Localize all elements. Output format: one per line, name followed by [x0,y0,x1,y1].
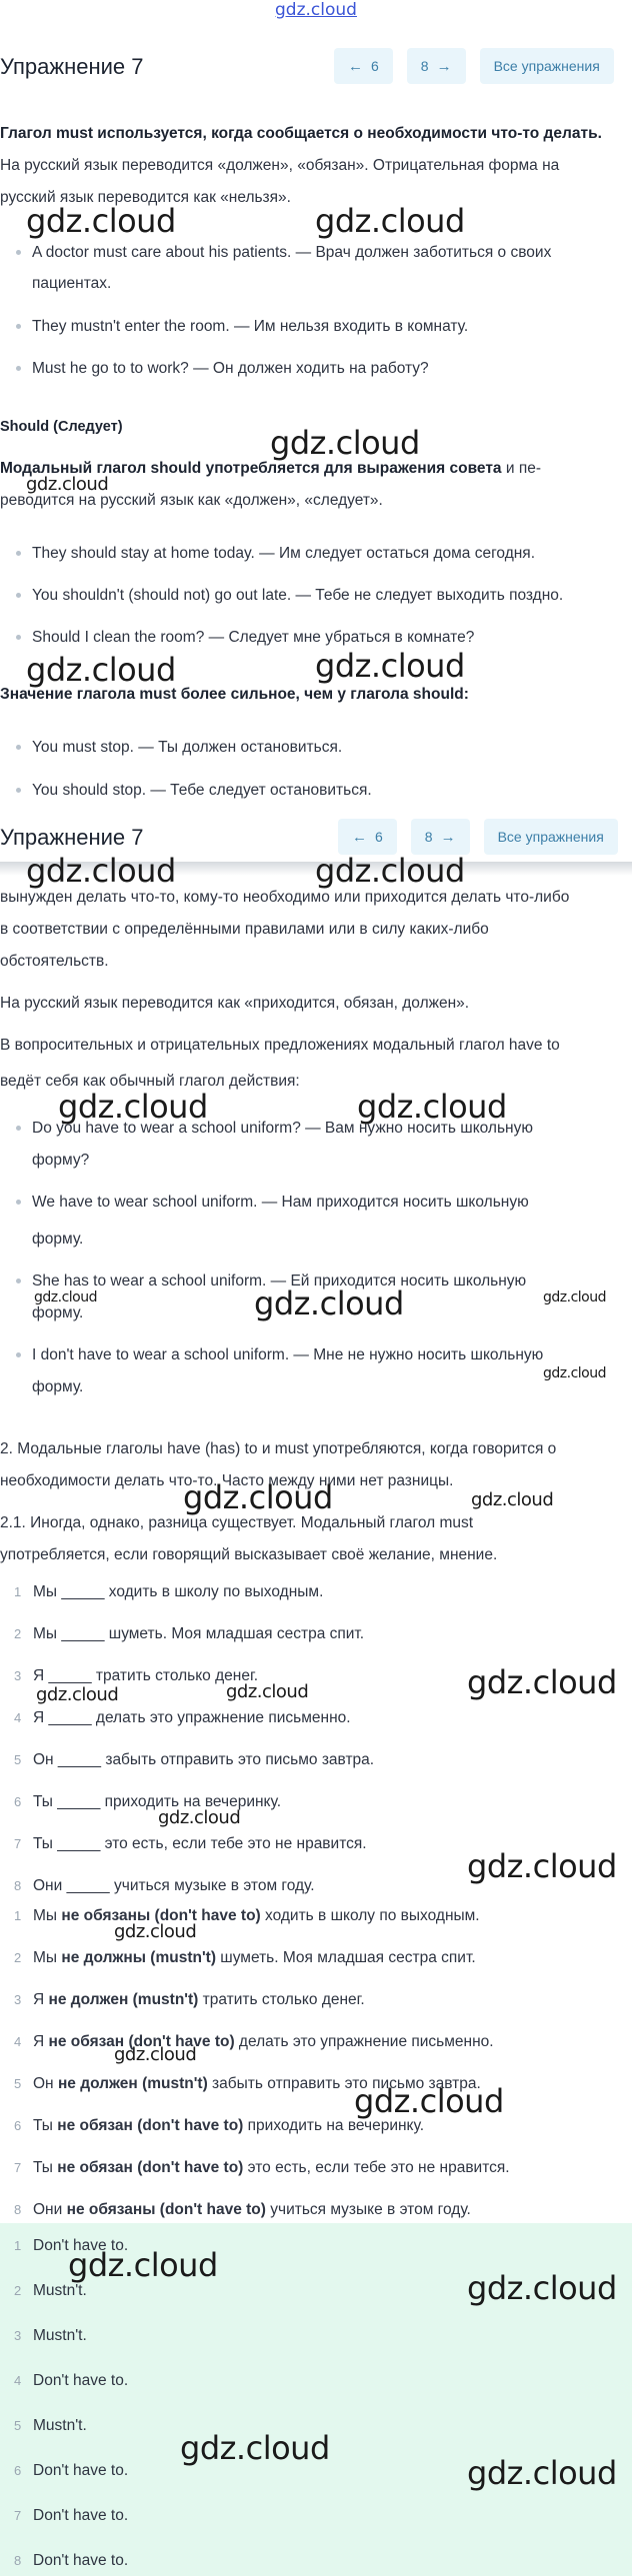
arrow-right-icon: → [436,57,452,75]
arrow-right-icon: → [440,828,456,846]
list-item: пациентах. [32,275,112,292]
filled-post: это есть, если тебе это не нравится. [243,2159,510,2176]
filled-pre: Я [33,2033,49,2050]
watermark: gdz.cloud [467,1663,617,1701]
filled-post: учиться музыке в этом году. [265,2201,471,2218]
answer-item: Mustn't. [33,2417,87,2434]
watermark: gdz.cloud [270,424,420,462]
watermark: gdz.cloud [114,1921,197,1942]
list-item: Do you have to wear a school uniform? — Вам нужно носить школьную [32,1120,533,1137]
answer-item: Mustn't. [33,2282,87,2299]
bullet [16,593,21,598]
filled-item [33,2199,471,2221]
have-to-text: в соответствии с определёнными правилами или в силу каких-либо [0,921,489,938]
watermark: gdz.cloud [467,1847,617,1885]
bullet [16,745,21,750]
list-item: You shouldn't (should not) go out late. — Тебе не следует выходить поздно. [32,587,564,604]
have-to-text: ведёт себя как обычный глагол действия: [0,1073,300,1090]
task-item: Мы _____ шуметь. Моя младшая сестра спит. [33,1625,365,1642]
prev-exercise-button[interactable] [338,819,397,855]
task-item: Он _____ забыть отправить это письмо завтра. [33,1751,375,1768]
watermark: gdz.cloud [315,852,465,890]
watermark: gdz.cloud [36,1684,119,1705]
list-item: A doctor must care about his patients. — Врач должен заботиться о своих [32,244,552,261]
filled-post: ходить в школу по выходным. [260,1907,480,1924]
list-item: форму. [32,1231,84,1248]
bullet [16,1352,21,1357]
filled-answer: не обязаны (don't have to) [61,1907,261,1924]
bullet [16,1126,21,1131]
watermark: gdz.cloud [467,2454,617,2492]
task-item: Я _____ тратить столько денег. [33,1667,259,1684]
filled-item [33,1905,480,1927]
should-text-bold: Модальный глагол should употребляется для выражения совета [0,460,502,477]
item-number: 7 [14,1836,22,1851]
must-heading: Глагол must используется, когда сообщается о необходимости что-то делать. [0,125,602,142]
watermark: gdz.cloud [354,2082,504,2120]
item-number: 3 [14,1668,22,1683]
list-item: форму. [32,1304,84,1321]
answer-item: Don't have to. [33,2552,129,2569]
bullet [16,1279,21,1284]
should-text: реводится на русский язык как «должен», «следует». [0,492,383,509]
have-to-text: употребляется, если говорящий высказывает своё желание, мнение. [0,1546,498,1563]
must-text: русский язык переводится как «нельзя». [0,189,291,206]
filled-item [33,1947,476,1969]
watermark: gdz.cloud [471,1489,554,1510]
filled-pre: Ты [33,2117,58,2134]
item-number: 6 [14,2118,22,2133]
watermark: gdz.cloud [183,1478,333,1516]
watermark: gdz.cloud [315,647,465,685]
item-number: 6 [14,1794,22,1809]
exercise-title: Упражнение 7 [0,54,144,79]
all-exercises-button[interactable]: Все упражнения [484,819,618,855]
filled-pre: Он [33,2075,58,2092]
item-number: 4 [14,2373,22,2388]
exercise-title: Упражнение 7 [0,825,144,850]
filled-answer: не должны (mustn't) [61,1949,216,1966]
filled-post: шуметь. Моя младшая сестра спит. [215,1949,476,1966]
bullet [16,788,21,793]
answer-item: Don't have to. [33,2372,129,2389]
next-exercise-label: 8 [420,58,429,74]
watermark: gdz.cloud [315,202,465,240]
bullet [16,250,21,255]
list-item: форму. [32,1378,84,1395]
answer-item: Don't have to. [33,2237,129,2254]
watermark: gdz.cloud [34,1289,97,1305]
filled-answer: не должен (mustn't) [48,1991,199,2008]
filled-answer: не обязан (don't have to) [57,2117,244,2134]
list-item: We have to wear school uniform. — Нам приходится носить школьную [32,1194,529,1211]
should-title: Should (Следует) [0,419,123,435]
item-number: 3 [14,1992,22,2007]
item-number: 5 [14,2418,22,2433]
item-number: 7 [14,2508,22,2523]
item-number: 2 [14,1626,22,1641]
next-exercise-button[interactable] [411,819,470,855]
watermark: gdz.cloud [26,202,176,240]
item-number: 4 [14,1710,22,1725]
should-text-rest: и пе- [501,460,541,477]
arrow-left-icon: ← [348,57,363,75]
list-item: Should I clean the room? — Следует мне убраться в комнате? [32,629,475,646]
watermark: gdz.cloud [26,474,109,495]
watermark: gdz.cloud [58,1088,208,1126]
filled-item [33,1989,365,2011]
task-item: Они _____ учиться музыке в этом году. [33,1877,315,1894]
watermark: gdz.cloud [357,1088,507,1126]
filled-item [33,2157,510,2179]
must-text: На русский язык переводится «должен», «обязан». Отрицательная форма на [0,157,560,174]
prev-exercise-label: 6 [371,58,379,74]
next-exercise-button[interactable] [407,48,466,84]
watermark: gdz.cloud [26,651,176,689]
bullet [16,366,21,371]
have-to-text: необходимости делать что-то. Часто между ними нет разницы. [0,1472,454,1489]
list-item: They mustn't enter the room. — Им нельзя входить в комнату. [32,318,469,335]
item-number: 7 [14,2160,22,2175]
watermark: gdz.cloud [158,1807,241,1828]
filled-post: делать это упражнение письменно. [234,2033,494,2050]
filled-pre: Я [33,1991,49,2008]
watermark: gdz.cloud [467,2269,617,2307]
task-item: Мы _____ ходить в школу по выходным. [33,1583,324,1600]
list-item: She has to wear a school uniform. — Ей приходится носить школьную [32,1273,527,1289]
task-item: Ты _____ это есть, если тебе это не нравится. [33,1835,367,1852]
bullet [16,635,21,640]
site-logo[interactable]: gdz.cloud [275,0,357,20]
prev-exercise-button[interactable] [334,48,393,84]
filled-item [33,2031,494,2053]
have-to-text: вынужден делать что-то, кому-то необходимо или приходится делать что-либо [0,889,570,906]
task-item: Я _____ делать это упражнение письменно. [33,1709,351,1726]
answer-item: Don't have to. [33,2462,129,2479]
arrow-left-icon: ← [352,828,367,846]
filled-answer: не обязаны (don't have to) [66,2201,266,2218]
all-exercises-button[interactable]: Все упражнения [480,48,614,84]
have-to-text: В вопросительных и отрицательных предложениях модальный глагол have to [0,1037,560,1054]
have-to-text: 2. Модальные глаголы have (has) to и must употребляются, когда говорится о [0,1440,557,1457]
watermark: gdz.cloud [114,2044,197,2065]
item-number: 2 [14,1950,22,1965]
watermark: gdz.cloud [543,1289,606,1305]
exercise-nav [338,819,618,855]
filled-post: приходить на вечеринку. [243,2117,425,2134]
have-to-text: обстоятельств. [0,953,109,970]
item-number: 4 [14,2034,22,2049]
answer-item: Mustn't. [33,2327,87,2344]
filled-post: забыть отправить это письмо завтра. [207,2075,481,2092]
answer-item: Don't have to. [33,2507,129,2524]
watermark: gdz.cloud [254,1285,404,1322]
item-number: 3 [14,2328,22,2343]
filled-pre: Мы [33,1907,62,1924]
task-item: Ты _____ приходить на вечеринку. [33,1793,281,1810]
filled-answer: не обязан (don't have to) [48,2033,235,2050]
item-number: 5 [14,1752,22,1767]
watermark: gdz.cloud [543,1365,606,1381]
item-number: 1 [14,2238,22,2253]
bullet [16,1200,21,1205]
item-number: 8 [14,2202,22,2217]
item-number: 8 [14,1878,22,1893]
filled-pre: Ты [33,2159,58,2176]
list-item: You should stop. — Тебе следует остановиться. [32,782,372,799]
filled-pre: Они [33,2201,67,2218]
have-to-text: 2.1. Иногда, однако, разница существует. Модальный глагол must [0,1514,474,1531]
watermark: gdz.cloud [26,852,176,890]
next-exercise-label: 8 [424,829,433,845]
list-item: Must he go to to work? — Он должен ходить на работу? [32,360,429,377]
strength-heading: Значение глагола must более сильное, чем у глагола should: [0,686,469,703]
exercise-nav [334,48,614,84]
item-number: 2 [14,2283,22,2298]
watermark: gdz.cloud [226,1681,309,1702]
item-number: 8 [14,2553,22,2568]
filled-answer: не должен (mustn't) [57,2075,208,2092]
watermark: gdz.cloud [180,2429,330,2467]
exercise-header [0,44,632,90]
list-item: They should stay at home today. — Им следует остаться дома сегодня. [32,545,536,562]
prev-exercise-label: 6 [375,829,383,845]
item-number: 1 [14,1908,22,1923]
have-to-text: На русский язык переводится как «приходится, обязан, должен». [0,995,470,1012]
list-item: форму? [32,1152,90,1169]
filled-post: тратить столько денег. [198,1991,365,2008]
filled-pre: Мы [33,1949,62,1966]
bullet [16,551,21,556]
item-number: 6 [14,2463,22,2478]
bullet [16,324,21,329]
list-item: I don't have to wear a school uniform. — Мне не нужно носить школьную [32,1346,544,1363]
filled-answer: не обязан (don't have to) [57,2159,244,2176]
list-item: You must stop. — Ты должен остановиться. [32,739,343,756]
watermark: gdz.cloud [68,2246,218,2284]
item-number: 1 [14,1584,22,1599]
item-number: 5 [14,2076,22,2091]
